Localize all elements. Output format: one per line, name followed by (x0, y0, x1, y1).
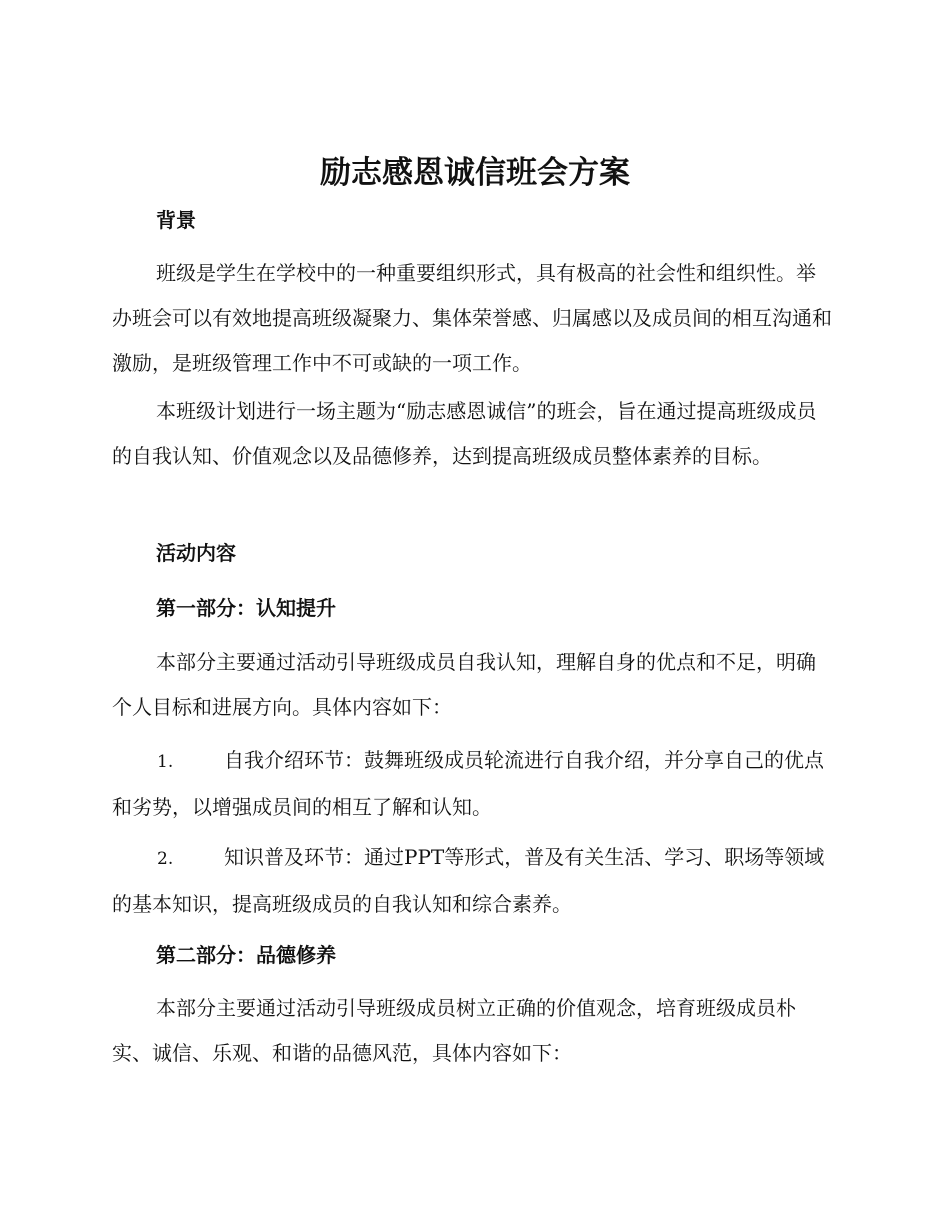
list-item-text: 自我介绍环节：鼓舞班级成员轮流进行自我介绍，并分享自己的优点和劣势，以增强成员间的相互了解和认知。 (112, 748, 824, 819)
list-item-number: 1. (157, 752, 174, 772)
part1-intro-paragraph: 本部分主要通过活动引导班级成员自我认知，理解自身的优点和不足，明确个人目标和进展方向。具体内容如下： (112, 650, 816, 719)
list-item (112, 738, 834, 830)
document-title: 励志感恩诚信班会方案 (320, 155, 630, 191)
section-heading-background: 背景 (156, 208, 196, 232)
background-paragraph-2: 本班级计划进行一场主题为“励志感恩诚信”的班会，旨在通过提高班级成员的自我认知、价值观念以及品德修养，达到提高班级成员整体素养的目标。 (112, 399, 817, 468)
list-item-number: 2. (157, 849, 174, 869)
background-paragraph-1: 班级是学生在学校中的一种重要组织形式，具有极高的社会性和组织性。举办班会可以有效地提高班级凝聚力、集体荣誉感、归属感以及成员间的相互沟通和激励，是班级管理工作中不可或缺的一项工作。 (112, 261, 832, 375)
part2-heading: 第二部分：品德修养 (156, 943, 336, 967)
part1-heading: 第一部分：认知提升 (156, 596, 336, 620)
list-item (112, 835, 834, 927)
part2-intro-paragraph: 本部分主要通过活动引导班级成员树立正确的价值观念，培育班级成员朴实、诚信、乐观、和谐的品德风范，具体内容如下： (112, 996, 796, 1065)
list-item-text: 知识普及环节：通过PPT等形式，普及有关生活、学习、职场等领域的基本知识，提高班级成员的自我认知和综合素养。 (112, 845, 825, 916)
section-heading-activity: 活动内容 (156, 541, 236, 565)
